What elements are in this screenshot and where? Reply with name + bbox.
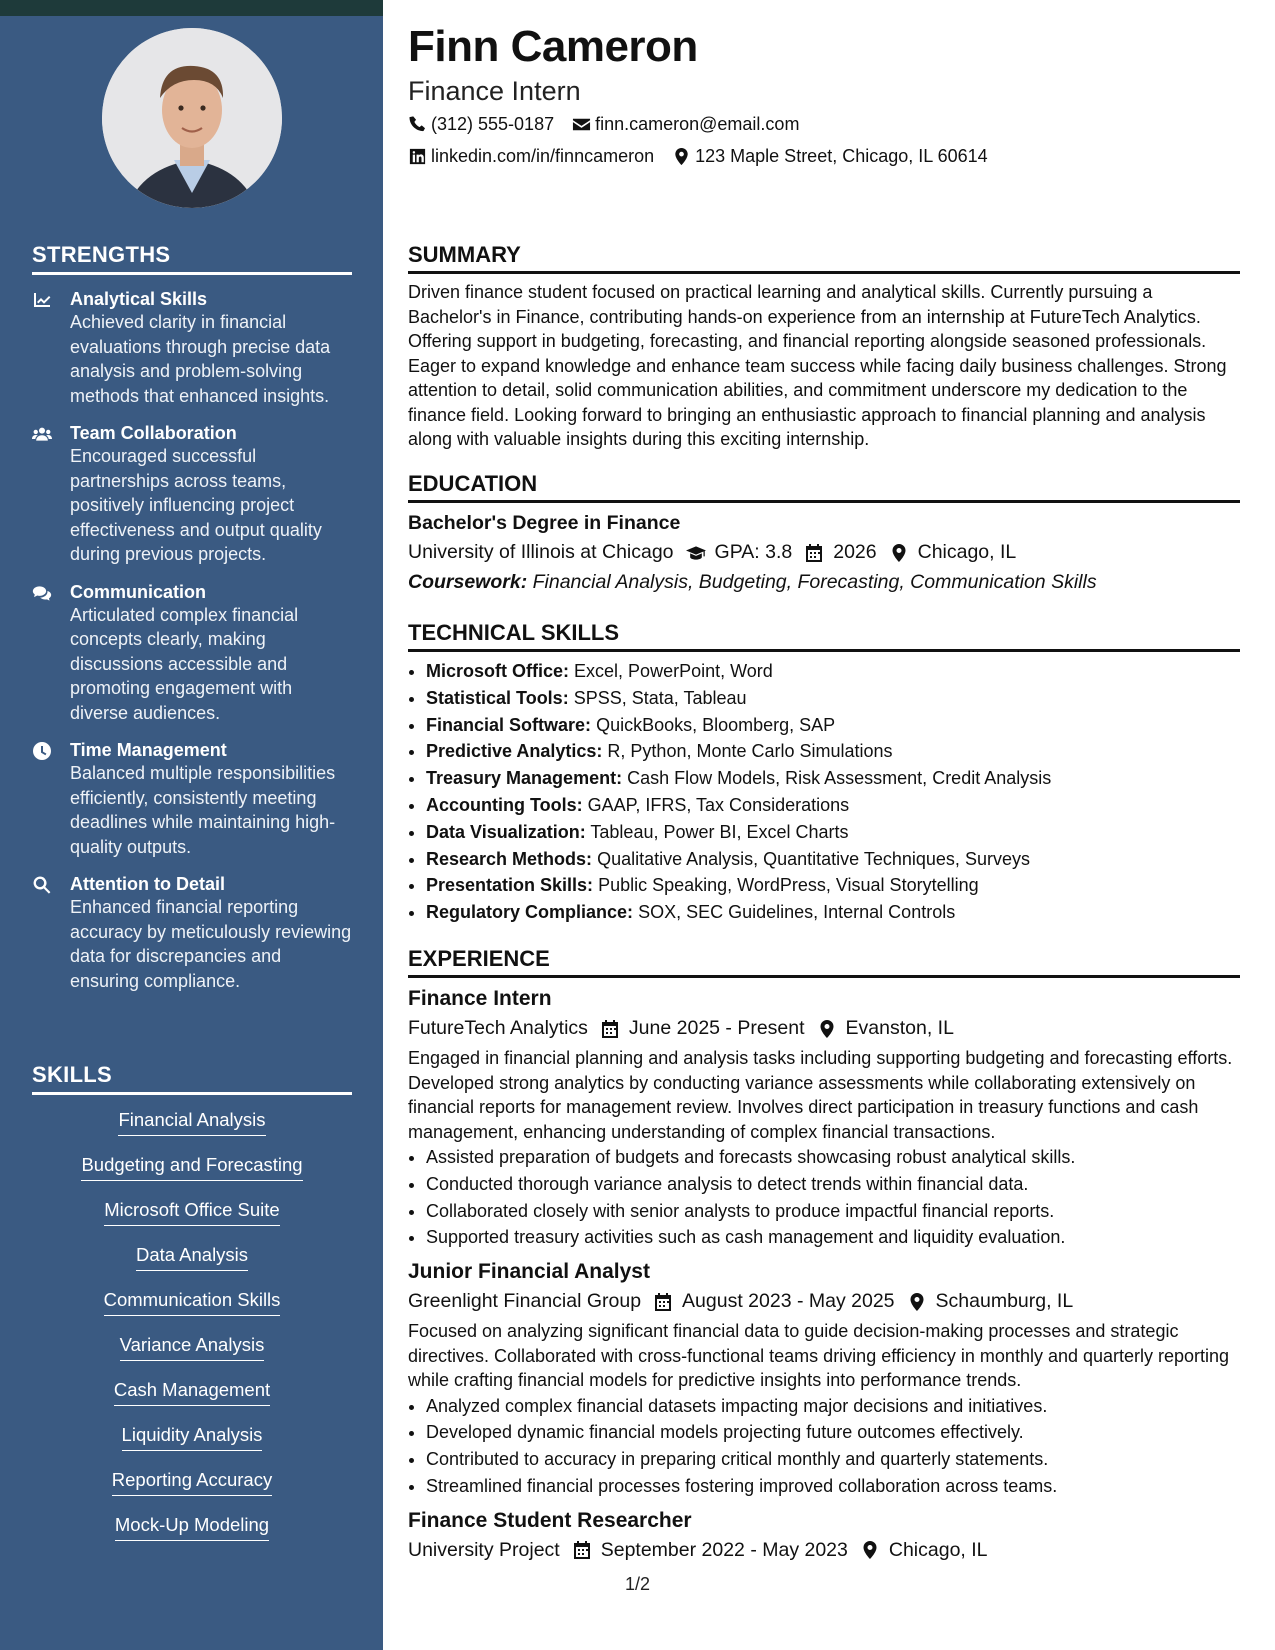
skill-item: Financial Analysis xyxy=(118,1108,265,1136)
profile-photo-illustration xyxy=(102,28,282,208)
list-item: • Supported treasury activities such as cash management and liquidity evaluation. xyxy=(426,1224,1240,1251)
phone-number[interactable]: (312) 555-0187 xyxy=(431,114,555,134)
calendar-icon xyxy=(653,1292,673,1312)
map-marker-icon xyxy=(672,147,691,166)
summary-text: Driven finance student focused on practical learning and analytical skills. Currently pursuing a Bachelor's in Finance, contributing hands-on experience from an internship at FutureTech Analytics. Offering support in budgeting, forecasting, and financial reporting alongside seasoned professionals. Eager to expand knowledge and enhance team success while facing daily business challenges. Strong attention to detail, solid communication abilities, and commitment underscore my dedication to the finance field. Looking forward to bringing an enthusiastic approach to financial planning and analysis along with valuable insights during this exciting internship. xyxy=(408,282,1227,449)
page-number: 1/2 xyxy=(625,1574,651,1594)
address: 123 Maple Street, Chicago, IL 60614 xyxy=(695,146,988,166)
strengths-list xyxy=(32,288,352,1007)
contact-row-1 xyxy=(408,114,817,135)
skill-item: Budgeting and Forecasting xyxy=(81,1153,302,1181)
skill-item: Liquidity Analysis xyxy=(122,1423,263,1451)
skill-label: Treasury Management: xyxy=(426,768,623,789)
strength-title: Attention to Detail xyxy=(70,874,225,894)
strength-title: Analytical Skills xyxy=(70,289,208,309)
coursework-list: Financial Analysis, Budgeting, Forecasting, Communication Skills xyxy=(532,571,1097,593)
calendar-icon xyxy=(572,1540,592,1560)
linkedin-icon xyxy=(408,147,427,166)
education-location: Chicago, IL xyxy=(917,541,1017,563)
list-item xyxy=(426,765,1240,792)
education-heading: EDUCATION xyxy=(408,471,1240,503)
job-location: Evanston, IL xyxy=(845,1017,954,1039)
graduation-year: 2026 xyxy=(833,541,877,563)
skill-value: Qualitative Analysis, Quantitative Techniques, Surveys xyxy=(597,848,1030,869)
skill-label: Regulatory Compliance: xyxy=(426,902,634,923)
coursework xyxy=(408,571,1240,594)
map-marker-icon xyxy=(889,543,909,563)
summary-section xyxy=(408,242,1240,452)
job-location: Schaumburg, IL xyxy=(935,1290,1074,1313)
skills-list xyxy=(32,1108,352,1558)
comments-icon xyxy=(32,581,70,726)
job-meta xyxy=(408,1539,1240,1562)
job-bullets xyxy=(408,1393,1240,1500)
skill-item: Cash Management xyxy=(114,1378,270,1406)
list-item xyxy=(426,792,1240,819)
degree-title: Bachelor's Degree in Finance xyxy=(408,512,681,534)
strength-description: Balanced multiple responsibilities efficiently, consistently meeting deadlines while maintaining high-quality outputs. xyxy=(70,763,336,857)
skill-item: Variance Analysis xyxy=(120,1333,265,1361)
skill-label: Financial Software: xyxy=(426,714,592,735)
list-item: • Developed dynamic financial models projecting future outcomes effectively. xyxy=(426,1419,1240,1446)
skill-label: Accounting Tools: xyxy=(426,794,583,815)
strength-description: Enhanced financial reporting accuracy by meticulously reviewing data for discrepancies and ensuring compliance. xyxy=(70,897,352,991)
list-item xyxy=(426,658,1240,685)
summary-heading: SUMMARY xyxy=(408,242,1240,274)
chart-line-icon xyxy=(32,288,70,408)
profile-photo xyxy=(102,28,282,208)
job-entry xyxy=(408,1260,1240,1500)
list-item: • Contributed to accuracy in preparing critical monthly and quarterly statements. xyxy=(426,1446,1240,1473)
job-title: Finance Intern xyxy=(408,987,552,1010)
strength-item xyxy=(32,739,352,859)
map-marker-icon xyxy=(817,1019,837,1039)
skill-label: Research Methods: xyxy=(426,848,593,869)
skill-label: Predictive Analytics: xyxy=(426,741,603,762)
skill-value: QuickBooks, Bloomberg, SAP xyxy=(596,714,836,735)
job-title: Junior Financial Analyst xyxy=(408,1260,650,1284)
technical-skills-heading: TECHNICAL SKILLS xyxy=(408,620,1240,652)
company-name: University Project xyxy=(408,1538,560,1561)
experience-heading: EXPERIENCE xyxy=(408,946,1240,978)
strength-item xyxy=(32,288,352,408)
list-item xyxy=(426,685,1240,712)
list-item xyxy=(426,712,1240,739)
job-description: Focused on analyzing significant financial data to guide decision-making processes and strategic directives. Collaborated with cross-functional teams driving efficiency in monthly and quarterly reporting while crafting financial models for predictive insights into performance trends. xyxy=(408,1321,1230,1391)
sidebar xyxy=(0,16,383,1650)
job-entry xyxy=(408,1509,1240,1562)
skill-label: Presentation Skills: xyxy=(426,875,594,896)
education-section xyxy=(408,471,1240,594)
list-item xyxy=(426,899,1240,926)
job-bullets xyxy=(408,1144,1240,1251)
skill-value: R, Python, Monte Carlo Simulations xyxy=(607,741,893,762)
list-item xyxy=(426,846,1240,873)
job-meta xyxy=(408,1017,1240,1040)
skill-value: Tableau, Power BI, Excel Charts xyxy=(590,821,849,842)
strength-item xyxy=(32,581,352,726)
job-meta xyxy=(408,1290,1240,1313)
job-description: Engaged in financial planning and analysis tasks including supporting budgeting and forecasting efforts. Developed strong analytics by conducting variance assessments while collaborating extensively on financial reports for management review. Involves direct participation in treasury functions and cash management, enhancing understanding of complex financial transactions. xyxy=(408,1048,1233,1142)
map-marker-icon xyxy=(860,1540,880,1560)
skill-item: Mock-Up Modeling xyxy=(115,1513,269,1541)
job-entry xyxy=(408,987,1240,1251)
candidate-name: Finn Cameron xyxy=(408,22,698,71)
skill-label: Statistical Tools: xyxy=(426,687,569,708)
experience-section xyxy=(408,946,1240,1562)
gpa: GPA: 3.8 xyxy=(714,541,793,563)
linkedin-link[interactable]: linkedin.com/in/finncameron xyxy=(431,146,655,166)
skill-item: Reporting Accuracy xyxy=(112,1468,272,1496)
users-icon xyxy=(32,422,70,567)
calendar-icon xyxy=(804,543,824,563)
strength-title: Communication xyxy=(70,581,207,602)
skill-value: SOX, SEC Guidelines, Internal Controls xyxy=(638,902,956,923)
strength-description: Articulated complex financial concepts clearly, making discussions accessible and promoting engagement with diverse audiences. xyxy=(70,604,299,723)
clock-icon xyxy=(32,739,70,859)
list-item: • Assisted preparation of budgets and forecasts showcasing robust analytical skills. xyxy=(426,1144,1240,1171)
skill-value: Cash Flow Models, Risk Assessment, Credit Analysis xyxy=(627,768,1052,789)
graduation-cap-icon xyxy=(686,543,706,563)
education-meta xyxy=(408,541,1240,564)
skill-item: Microsoft Office Suite xyxy=(104,1198,279,1226)
skill-label: Microsoft Office: xyxy=(426,661,570,681)
strength-item xyxy=(32,873,352,993)
phone-icon xyxy=(408,115,427,134)
list-item xyxy=(426,738,1240,765)
search-icon xyxy=(32,873,70,993)
strengths-heading: STRENGTHS xyxy=(32,242,352,275)
skill-value: Public Speaking, WordPress, Visual Storytelling xyxy=(598,875,979,896)
skill-value: GAAP, IFRS, Tax Considerations xyxy=(587,794,850,815)
skill-item: Communication Skills xyxy=(104,1288,281,1316)
strength-title: Team Collaboration xyxy=(70,423,237,443)
company-name: Greenlight Financial Group xyxy=(408,1290,642,1313)
job-title: Finance Student Researcher xyxy=(408,1508,692,1532)
skill-item: Data Analysis xyxy=(136,1243,248,1271)
job-location: Chicago, IL xyxy=(888,1538,988,1561)
email-link[interactable]: finn.cameron@email.com xyxy=(595,114,800,134)
list-item xyxy=(426,872,1240,899)
list-item: • Conducted thorough variance analysis to detect trends within financial data. xyxy=(426,1171,1240,1198)
list-item: • Analyzed complex financial datasets impacting major decisions and initiatives. xyxy=(426,1393,1240,1420)
skill-value: SPSS, Stata, Tableau xyxy=(573,687,747,708)
strength-title: Time Management xyxy=(70,740,227,760)
company-name: FutureTech Analytics xyxy=(408,1017,588,1039)
technical-skills-section xyxy=(408,620,1240,926)
list-item: • Collaborated closely with senior analysts to produce impactful financial reports. xyxy=(426,1198,1240,1225)
contact-row-2 xyxy=(408,146,1006,167)
skill-value: Excel, PowerPoint, Word xyxy=(574,661,773,681)
list-item: • Streamlined financial processes fostering improved collaboration across teams. xyxy=(426,1473,1240,1500)
strength-description: Achieved clarity in financial evaluations through precise data analysis and problem-solving methods that enhanced insights. xyxy=(70,312,331,406)
school-name: University of Illinois at Chicago xyxy=(408,541,674,563)
list-item xyxy=(426,819,1240,846)
job-dates: September 2022 - May 2023 xyxy=(600,1538,848,1561)
skill-label: Data Visualization: xyxy=(426,821,586,842)
map-marker-icon xyxy=(907,1292,927,1312)
envelope-icon xyxy=(572,115,591,134)
job-dates: August 2023 - May 2025 xyxy=(682,1290,895,1313)
strength-description: Encouraged successful partnerships across teams, positively influencing project effectiveness and output quality during previous projects. xyxy=(70,446,322,564)
strength-item xyxy=(32,422,352,567)
candidate-role: Finance Intern xyxy=(408,76,581,106)
top-accent-bar xyxy=(0,0,383,16)
technical-skills-list xyxy=(408,658,1240,926)
skills-heading: SKILLS xyxy=(32,1062,352,1095)
calendar-icon xyxy=(600,1019,620,1039)
job-dates: June 2025 - Present xyxy=(628,1017,805,1039)
coursework-label: Coursework: xyxy=(408,571,528,593)
